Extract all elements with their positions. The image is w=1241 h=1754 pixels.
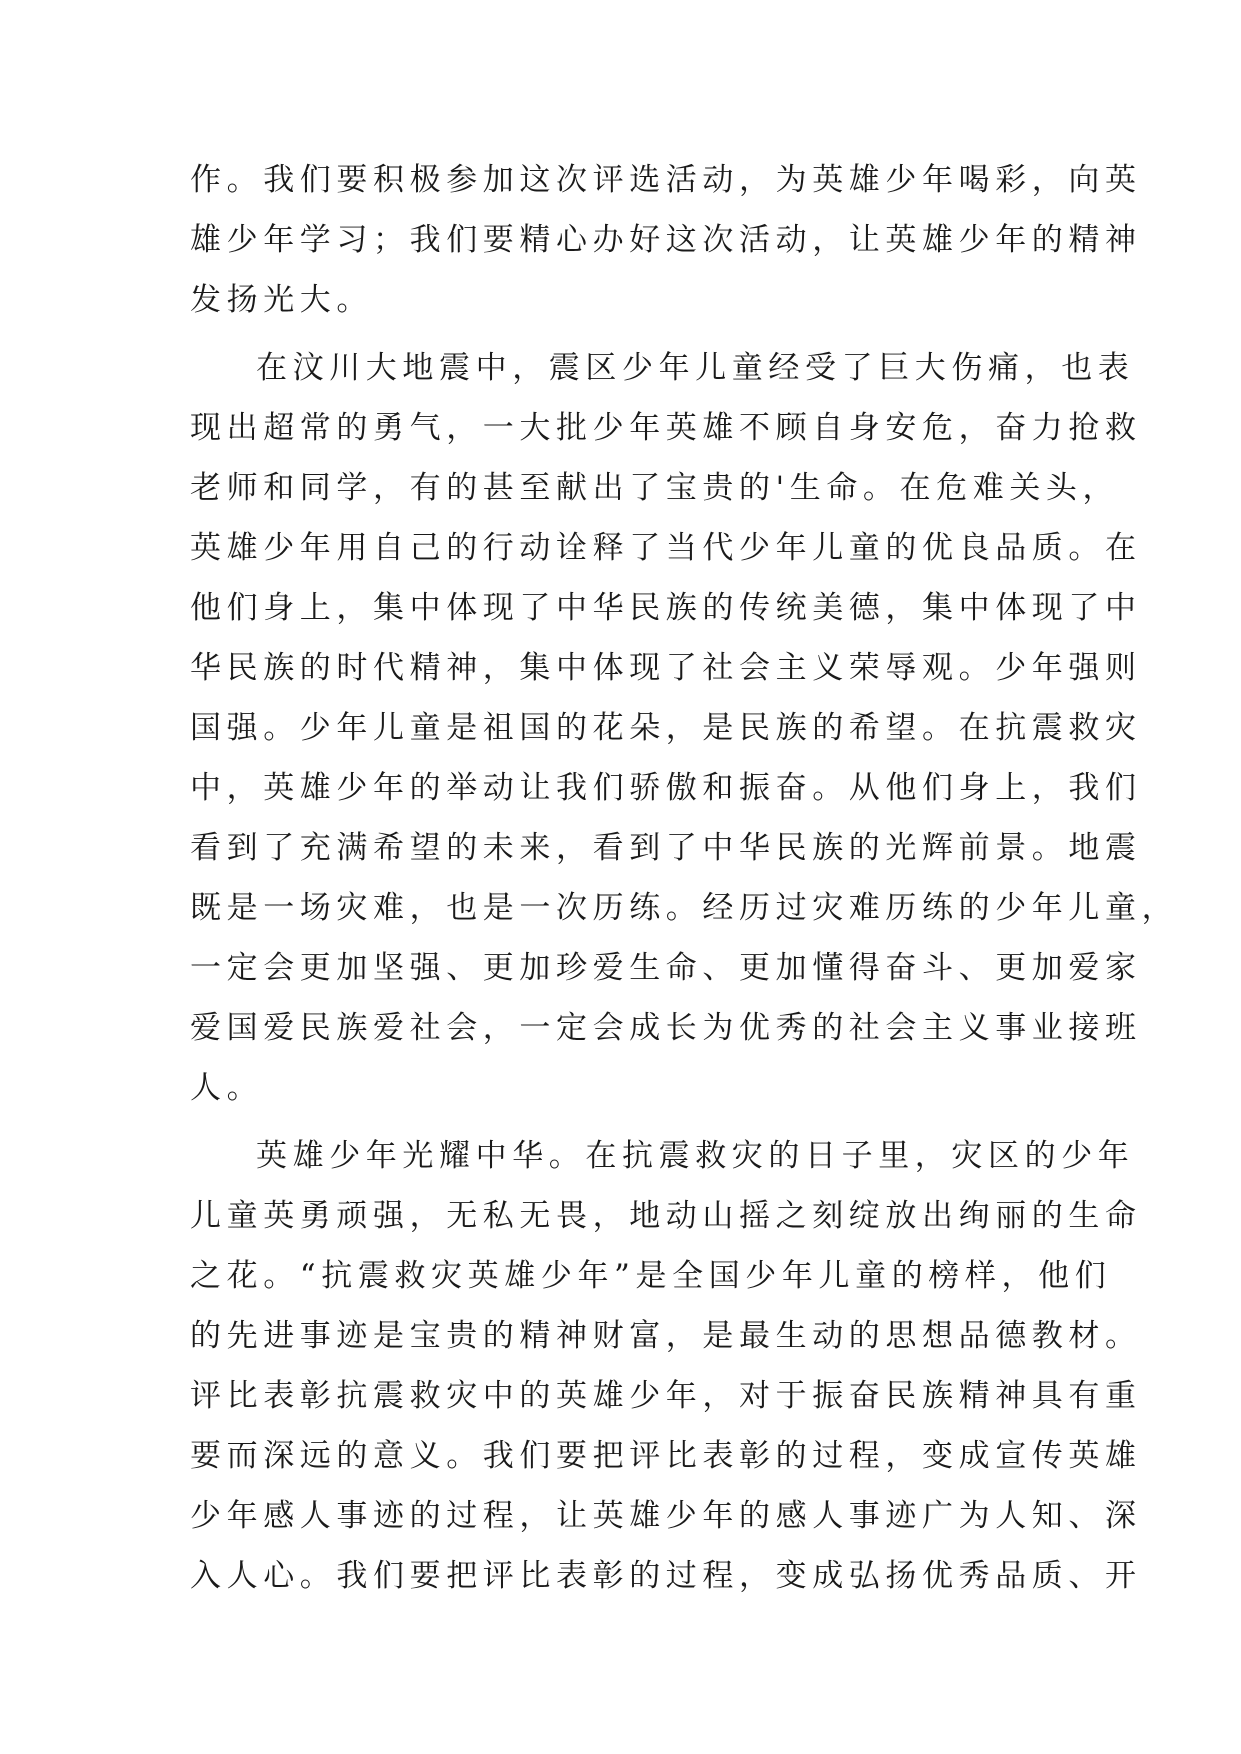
paragraph-1 xyxy=(190,150,1142,330)
text-line: 既是一场灾难，也是一次历练。经历过灾难历练的少年儿童， xyxy=(190,890,1179,926)
text-line: 他们身上，集中体现了中华民族的传统美德，集中体现了中 xyxy=(190,590,1142,626)
text-line: 一定会更加坚强、更加珍爱生命、更加懂得奋斗、更加爱家 xyxy=(190,950,1142,986)
text-line: 评比表彰抗震救灾中的英雄少年，对于振奋民族精神具有重 xyxy=(190,1378,1142,1414)
text-line: 雄少年学习；我们要精心办好这次活动，让英雄少年的精神 xyxy=(190,222,1142,258)
text-line: 看到了充满希望的未来，看到了中华民族的光辉前景。地震 xyxy=(190,830,1142,866)
paragraph-2 xyxy=(190,338,1179,1118)
text-line: 要而深远的意义。我们要把评比表彰的过程，变成宣传英雄 xyxy=(190,1438,1142,1474)
text-line: 人。 xyxy=(190,1070,264,1106)
text-line: 在汶川大地震中，震区少年儿童经受了巨大伤痛，也表 xyxy=(256,350,1135,386)
text-line: 英雄少年用自己的行动诠释了当代少年儿童的优良品质。在 xyxy=(190,530,1142,566)
text-line: 的先进事迹是宝贵的精神财富，是最生动的思想品德教材。 xyxy=(190,1318,1142,1354)
document-body xyxy=(190,150,1179,1614)
text-line: 英雄少年光耀中华。在抗震救灾的日子里，灾区的少年 xyxy=(256,1138,1135,1174)
text-line: 国强。少年儿童是祖国的花朵，是民族的希望。在抗震救灾 xyxy=(190,710,1142,746)
text-line: 发扬光大。 xyxy=(190,282,373,318)
text-line: 儿童英勇顽强，无私无畏，地动山摇之刻绽放出绚丽的生命 xyxy=(190,1198,1142,1234)
text-line: 爱国爱民族爱社会，一定会成长为优秀的社会主义事业接班 xyxy=(190,1010,1142,1046)
text-line: 之花。“抗震救灾英雄少年”是全国少年儿童的榜样，他们 xyxy=(190,1258,1112,1294)
paragraph-3 xyxy=(190,1126,1142,1606)
text-line: 入人心。我们要把评比表彰的过程，变成弘扬优秀品质、开 xyxy=(190,1558,1142,1594)
text-line: 中，英雄少年的举动让我们骄傲和振奋。从他们身上，我们 xyxy=(190,770,1142,806)
text-line: 少年感人事迹的过程，让英雄少年的感人事迹广为人知、深 xyxy=(190,1498,1142,1534)
text-line: 华民族的时代精神，集中体现了社会主义荣辱观。少年强则 xyxy=(190,650,1142,686)
text-line: 作。我们要积极参加这次评选活动，为英雄少年喝彩，向英 xyxy=(190,162,1142,198)
text-line: 现出超常的勇气，一大批少年英雄不顾自身安危，奋力抢救 xyxy=(190,410,1142,446)
text-line: 老师和同学，有的甚至献出了宝贵的'生命。在危难关头， xyxy=(190,470,1120,506)
